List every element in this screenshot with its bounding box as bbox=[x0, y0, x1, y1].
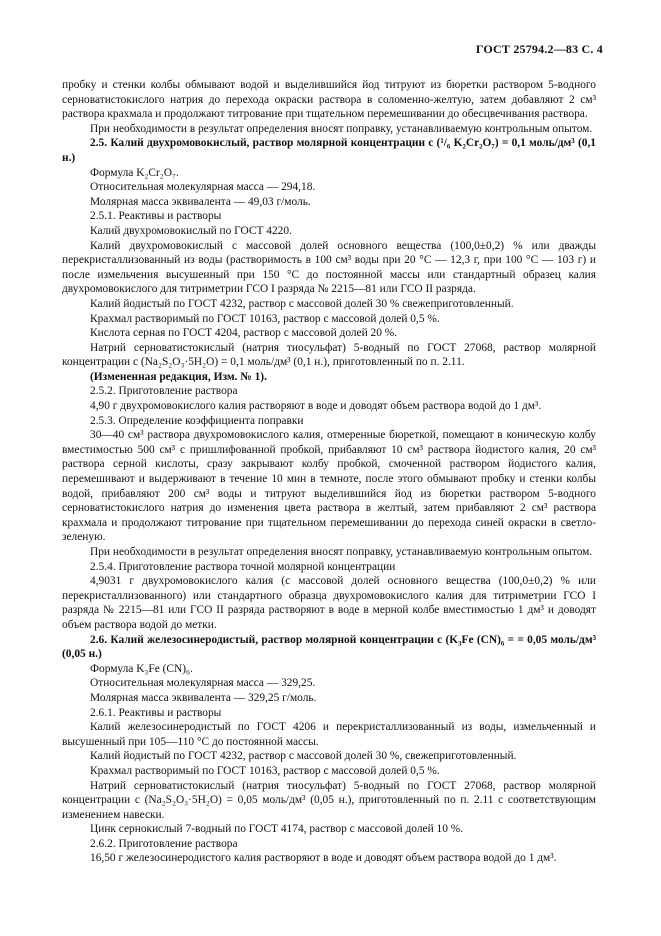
paragraph: 2.6.2. Приготовление раствора bbox=[90, 837, 238, 850]
paragraph: Калий двухромовокислый с массовой долей основного вещества (100,0±0,2) % или дважды перекристаллизованный из воды (растворимость в 100 см³ воды при 20 °С — 12,3 г, при 100 °С — 103 г) и после измельчения высушенный при 150 °С до постоянной массы или стандартный образец калия двухромовокислого для титриметрии ГСО I разряда № 2215—81 или ГСО II разряда. bbox=[62, 239, 596, 296]
paragraph: 16,50 г железосинеродистого калия растворяют в воде и доводят объем раствора водой до 1 дм³. bbox=[90, 852, 557, 865]
paragraph: При необходимости в результат определения вносят поправку, устанавливаемую контрольным опытом. bbox=[90, 122, 593, 135]
paragraph: Кислота серная по ГОСТ 4204, раствор с массовой долей 20 %. bbox=[90, 327, 398, 340]
paragraph: Относительная молекулярная масса — 329,25. bbox=[90, 677, 316, 690]
paragraph: При необходимости в результат определения вносят поправку, устанавливаемую контрольным опытом. bbox=[90, 546, 593, 558]
paragraph: 4,90 г двухромовокислого калия растворяют в воде и доводят объем раствора водой до 1 дм³. bbox=[90, 400, 542, 413]
paragraph: 2.5.4. Приготовление раствора точной молярной концентрации bbox=[90, 560, 396, 573]
paragraph: 2.5.1. Реактивы и растворы bbox=[90, 210, 222, 223]
paragraph: Калий железосинеродистый по ГОСТ 4206 и перекристаллизованный из воды, измельченный и высушенный при 105—110 °С до постоянной массы. bbox=[62, 721, 596, 748]
paragraph: Молярная масса эквивалента — 329,25 г/моль. bbox=[90, 691, 317, 704]
paragraph: 30—40 см³ раствора двухромовокислого калия, отмеренные бюреткой, помещают в коническую колбу вместимостью 500 см³ с пришлифованной пробкой, прибавляют 10 см³ раствора йодистого калия, 20 см³ раствора серной кислоты, сразу закрывают колбу пробкой, смоченной раствором йодистого калия, перемешивают и выдерживают в течение 10 мин в темноте, после этого обмывают пробку и стенки колбы водой, прибавляют 200 см³ воды и титруют выделившийся йод из бюретки раствором 5-водного серноватистокислого натрия до изменения цвета раствора в желтый, затем прибавляют 2 см³ раствора крахмала и продолжают титрование при тщательном перемешивании до перехода синей окраски в светло-зеленую. bbox=[62, 429, 596, 544]
paragraph: Относительная молекулярная масса — 294,18. bbox=[90, 181, 316, 194]
page-header: ГОСТ 25794.2—83 С. 4 bbox=[475, 42, 603, 56]
paragraph: Цинк сернокислый 7-водный по ГОСТ 4174, раствор с массовой долей 10 %. bbox=[90, 823, 464, 836]
paragraph: Крахмал растворимый по ГОСТ 10163, раствор с массовой долей 0,5 %. bbox=[90, 764, 440, 777]
paragraph: Формула K₂Cr₂O₇. bbox=[90, 166, 179, 179]
paragraph: Калий двухромовокислый по ГОСТ 4220. bbox=[90, 224, 292, 237]
document-body bbox=[62, 78, 596, 866]
section-heading: 2.5. Калий двухромовокислый, раствор молярной концентрации c (¹/₆ K₂Cr₂O₇) = 0,1 моль/дм³ (0,1 н.) bbox=[62, 137, 596, 164]
paragraph: Калий йодистый по ГОСТ 4232, раствор с массовой долей 30 % свежеприготовленный. bbox=[90, 297, 514, 310]
paragraph: 4,9031 г двухромовокислого калия (с массовой долей основного вещества (100,0±0,2) % или перекристаллизованного) или стандартного образца двухромовокислого калия для титриметрии ГСО I разряда № 2215—81 или ГСО II разряда растворяют в воде в мерной колбе вместимостью 1 дм³ и доводят объем раствора водой до метки. bbox=[62, 575, 596, 631]
paragraph: 2.6.1. Реактивы и растворы bbox=[90, 706, 222, 719]
section-heading: (Измененная редакция, Изм. № 1). bbox=[90, 370, 267, 383]
paragraph: 2.5.3. Определение коэффициента поправки bbox=[90, 414, 304, 427]
paragraph: Натрий серноватистокислый (натрия тиосульфат) 5-водный по ГОСТ 27068, раствор молярной концентрации c (Na₂S₂O₃·5H₂O) = 0,05 моль/дм³ (0,05 н.), приготовленный по п. 2.11 с соответствующим изменением навески. bbox=[62, 779, 596, 821]
paragraph: Крахмал растворимый по ГОСТ 10163, раствор с массовой долей 0,5 %. bbox=[90, 312, 440, 325]
paragraph: Молярная масса эквивалента — 49,03 г/моль. bbox=[90, 195, 311, 208]
paragraph: 2.5.2. Приготовление раствора bbox=[90, 385, 238, 398]
paragraph: Натрий серноватистокислый (натрия тиосульфат) 5-водный по ГОСТ 27068, раствор молярной концентрации c (Na₂S₂O₃·5H₂O) = 0,1 моль/дм³ (0,1 н.), приготовленный по п. 2.11. bbox=[62, 341, 596, 369]
paragraph: Формула K₃Fe (CN)₆. bbox=[90, 662, 193, 675]
paragraph: пробку и стенки колбы обмывают водой и выделившийся йод титруют из бюретки раствором 5-водного серноватистокислого натрия до перехода окраски раствора в соломенно-желтую, затем добавляют 2 см³ раствора крахмала и продолжают титрование при тщательном перемешивании до обесцвечивания раствора. bbox=[62, 79, 596, 121]
section-heading: 2.6. Калий железосинеродистый, раствор молярной концентрации c (K₃Fe (CN)₆ = = 0,05 моль/дм³ (0,05 н.) bbox=[62, 633, 596, 661]
paragraph: Калий йодистый по ГОСТ 4232, раствор с массовой долей 30 %, свежеприготовленный. bbox=[90, 750, 517, 763]
